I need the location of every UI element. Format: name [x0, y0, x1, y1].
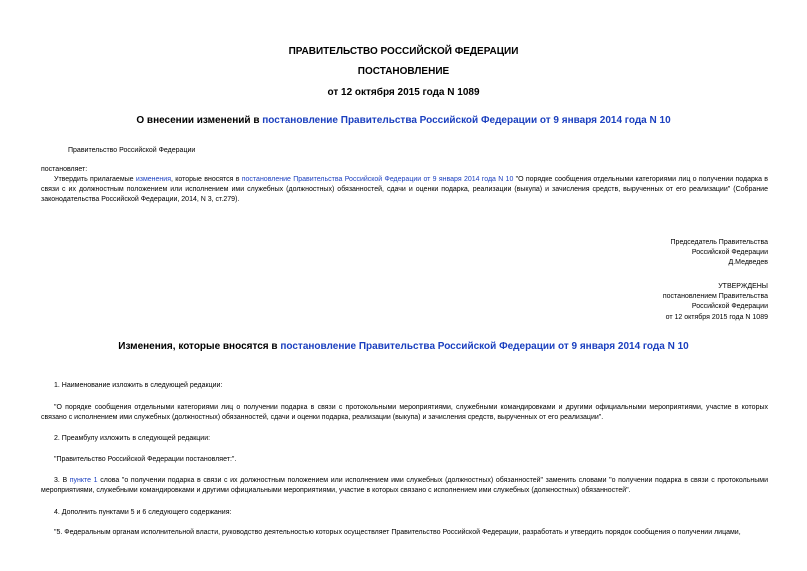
item-1: 1. Наименование изложить в следующей редакции:: [54, 382, 223, 389]
item-1-quote: "О порядке сообщения отдельными категориями лиц о получении подарка в связи с протокольными мероприятиями, служебными командировками и другими официальными мероприятиями, участие в которых связано с исполнением ими служебных (должностных) обязанностей, сдачи и оценки подарка, реализации (выкупа) и зачисления средств, вырученных от его реализации".: [41, 404, 768, 421]
signature-block: [460, 238, 768, 269]
resolution-document-link[interactable]: постановление Правительства Российской Федерации от 9 января 2014 года N 10: [241, 176, 514, 183]
item-4: 4. Дополнить пунктами 5 и 6 следующего содержания:: [54, 509, 232, 516]
document-title-prefix: О внесении изменений в: [136, 115, 263, 126]
changes-title-link[interactable]: постановление Правительства Российской Федерации от 9 января 2014 года N 10: [280, 341, 689, 352]
approved-label: УТВЕРЖДЕНЫ: [718, 283, 768, 290]
resolution-paragraph: [41, 175, 768, 205]
document-type: ПОСТАНОВЛЕНИЕ: [357, 66, 450, 77]
approval-block: [460, 282, 768, 323]
decides-word: постановляет:: [41, 166, 88, 173]
item-2: 2. Преамбулу изложить в следующей редакции:: [54, 435, 211, 442]
item-3-text-a: 3. В: [54, 477, 70, 484]
signature-country: Российской Федерации: [691, 249, 768, 257]
government-heading: ПРАВИТЕЛЬСТВО РОССИЙСКОЙ ФЕДЕРАЦИИ: [288, 46, 519, 57]
title-document-link[interactable]: постановление Правительства Российской Федерации от 9 января 2014 года N 10: [262, 115, 671, 126]
approved-date: от 12 октября 2015 года N 1089: [665, 313, 768, 321]
document-date-number: от 12 октября 2015 года N 1089: [327, 87, 480, 98]
signature-name: Д.Медведев: [728, 259, 768, 267]
signature-position: Председатель Правительства: [670, 239, 768, 246]
item-3-text-b: слова "о получении подарка в связи с их должностным положением или исполнением ими служебных (должностных) обязанностей" заменить словами "о получении подарка в связи с протокольными мероприятиями, служебными командировками и другими официальными мероприятиями, участие в которых связано с исполнением ими служебных (должностных) обязанностей".: [41, 477, 768, 494]
approved-country: Российской Федерации: [691, 303, 768, 311]
issuer: Правительство Российской Федерации: [68, 147, 196, 154]
resolution-text-c: "О порядке сообщения отдельными категориями лиц о получении подарка в связи с их должностным положением или исполнением ими служебных (должностных) обязанностей, сдачи и оценки подарка, реализации (выкупа) и зачисления средств, вырученных от его реализации" (Собрание законодательства Российской Федерации, 2014, N 3, ст.279).: [41, 176, 768, 203]
changes-title-prefix: Изменения, которые вносятся в: [118, 341, 281, 352]
approved-by: постановлением Правительства: [662, 293, 768, 301]
resolution-text-b: , которые вносятся в: [171, 176, 242, 183]
document-title: [0, 115, 807, 127]
changes-title: [0, 341, 807, 353]
item-3-link[interactable]: пункте 1: [69, 477, 98, 484]
item-4-quote: "5. Федеральным органам исполнительной власти, руководство деятельностью которых осуществляет Правительство Российской Федерации, разработать и утвердить порядок сообщения о получении лицами,: [54, 529, 741, 536]
resolution-text-a: Утвердить прилагаемые: [54, 176, 136, 183]
changes-link[interactable]: изменения: [135, 176, 171, 183]
item-2-quote: "Правительство Российской Федерации постановляет:".: [54, 456, 237, 463]
item-3: [41, 476, 768, 496]
